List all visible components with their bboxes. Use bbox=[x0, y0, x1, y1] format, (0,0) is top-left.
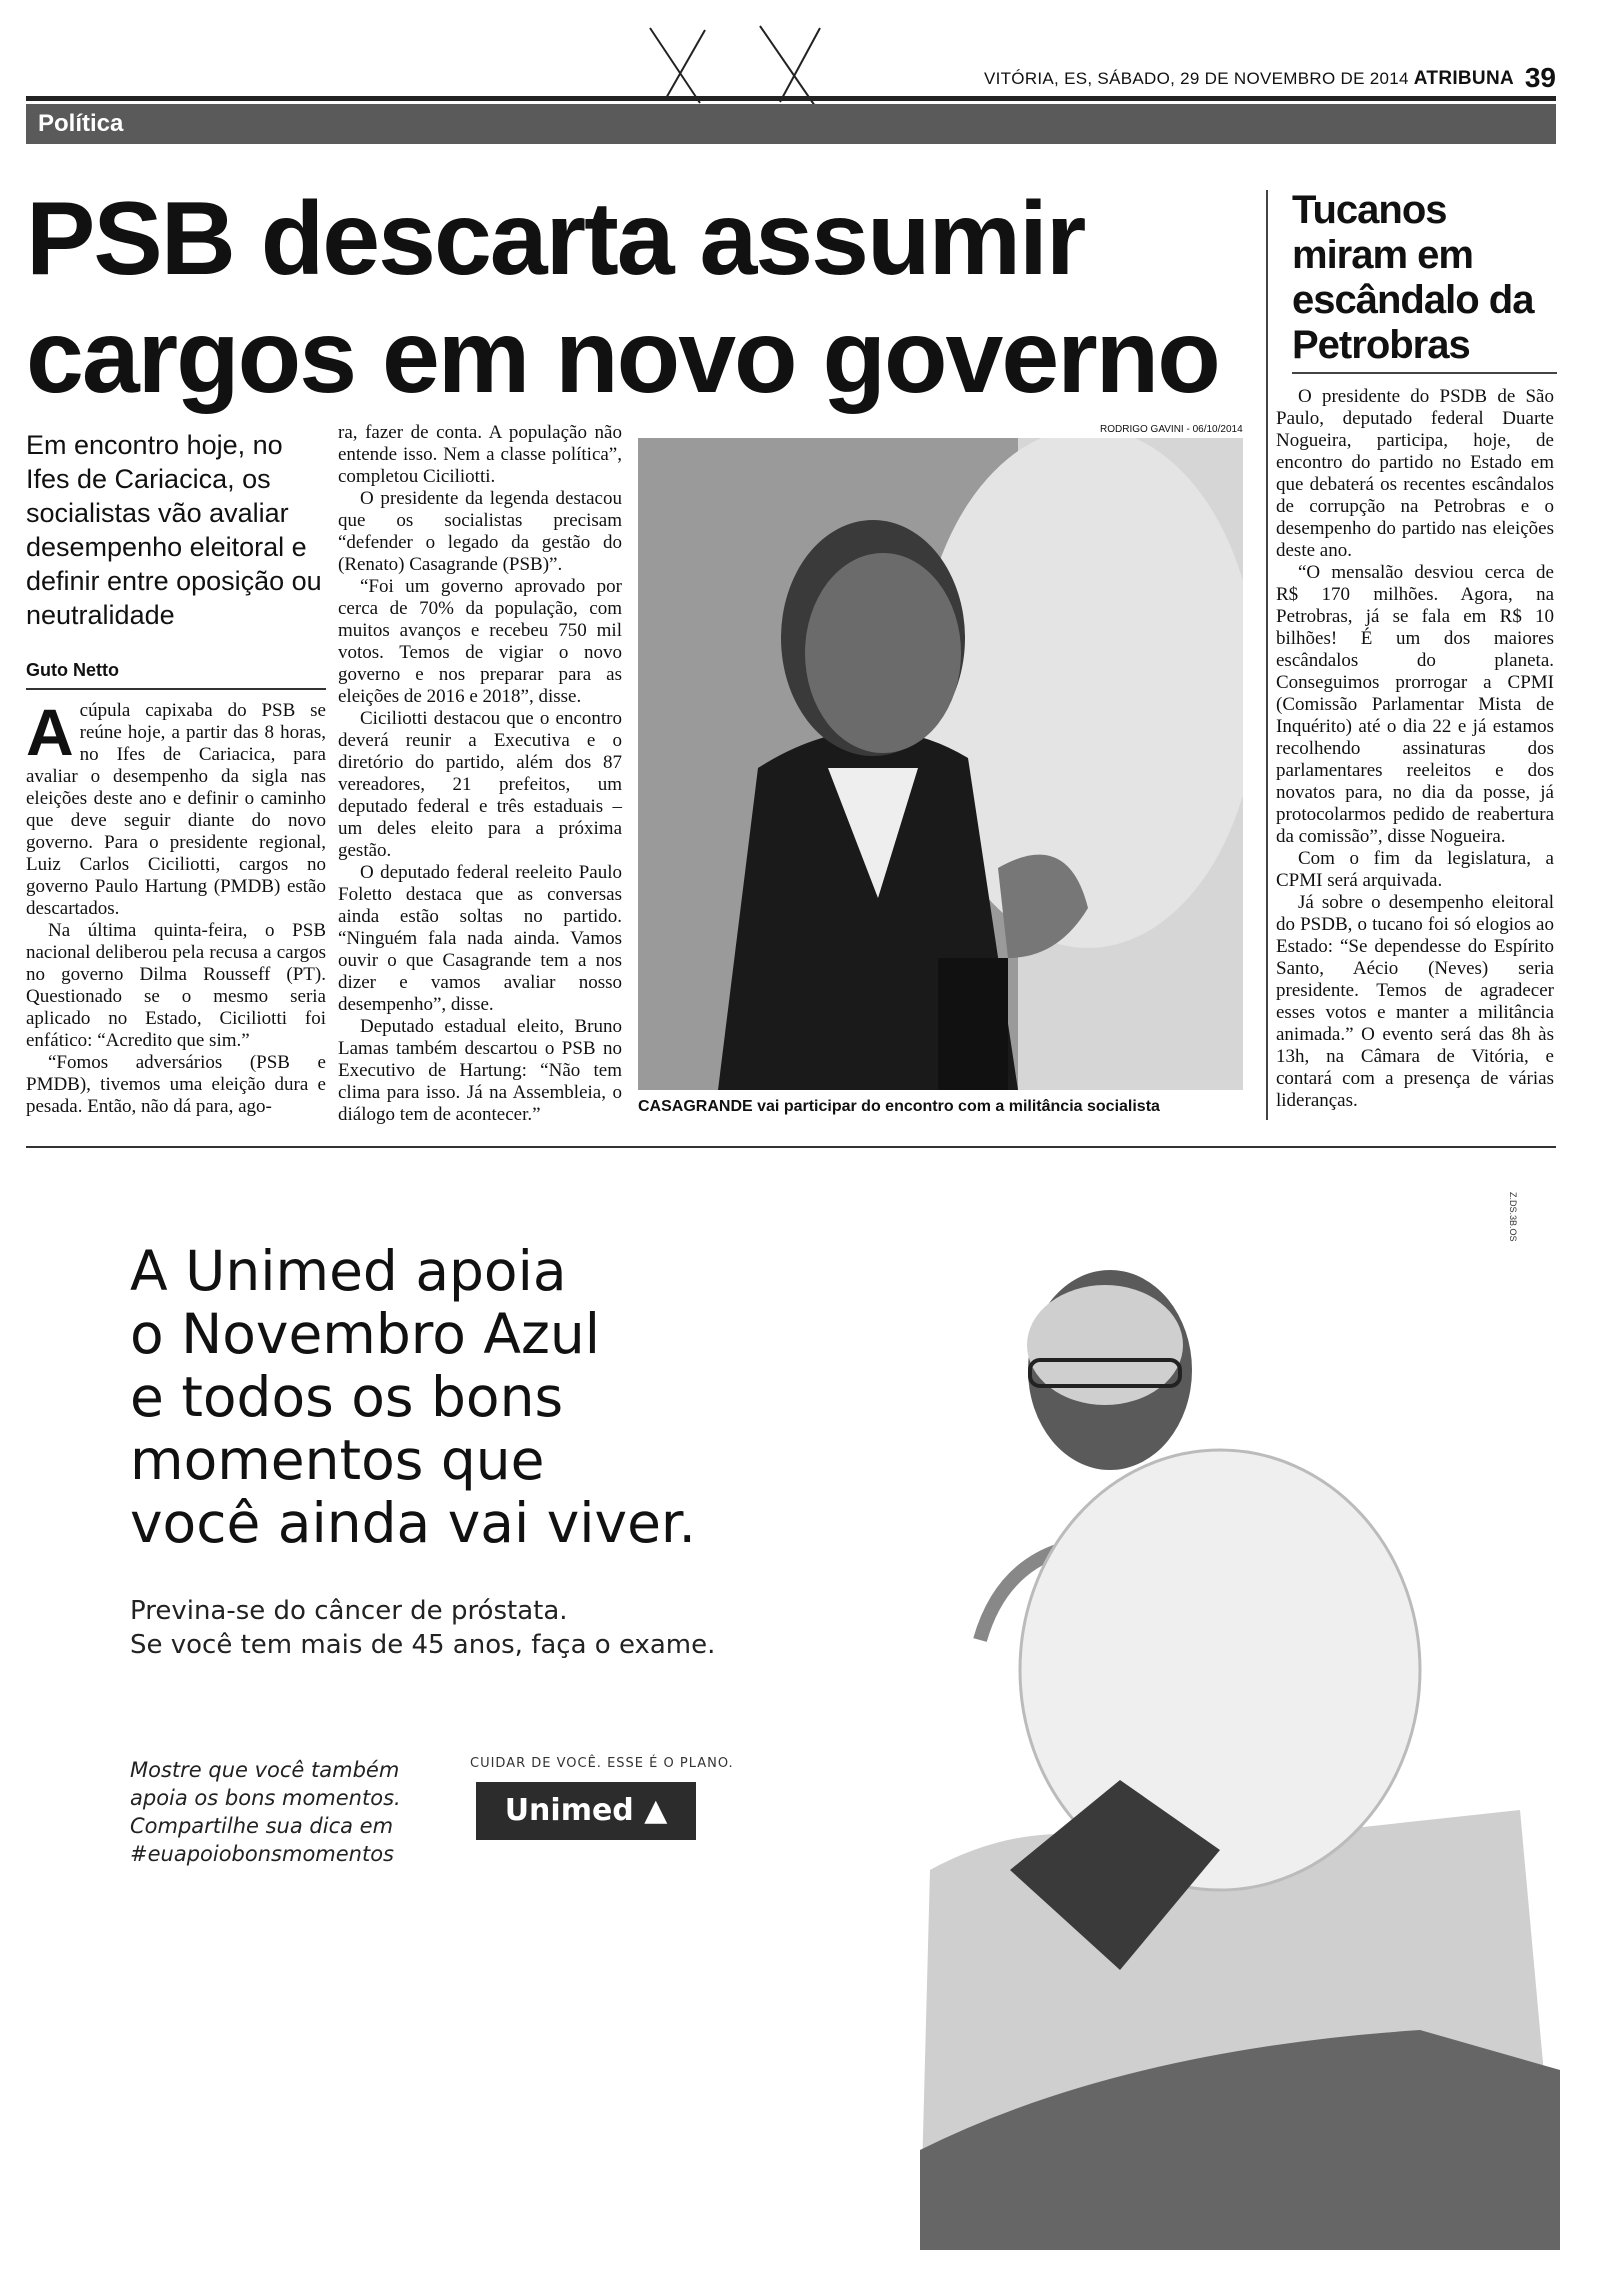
sidebar-text: O presidente do PSDB de São Paulo, deputado federal Duarte Nogueira, participa, hoje, de encontro do partido no Estado em que debaterá os recentes escândalos de corrupção na Petrobras e o desempenho do partido nas eleições deste ano. “O mensalão desviou cerca de R$ 170 milhões. Agora, na Petrobras, já se fala em R$ 10 bilhões! É um dos maiores escândalos do planeta. Conseguimos prorrogar a CPMI (Comissão Parlamentar Mista de Inquérito) até o dia 22 e já estamos recolhendo assinaturas dos parlamentares reeleitos e dos novatos para, no dia da posse, já protocolarmos pedido de reabertura da comissão”, disse Nogueira. Com o fim da legislatura, a CPMI será arquivada. Já sobre o desempenho eleitoral do PSDB, o tucano foi só elogios ao Estado: “Se dependesse do Espírito Santo, Aécio (Neves) seria presidente. Temos de agradecer esses votos e manter a militância animada.” O evento será das 8h às 13h, na Câmara de Vitória, e contará com a presença de várias lideranças. bbox=[1276, 386, 1554, 1111]
column-divider bbox=[1266, 190, 1268, 1120]
article-headline: PSB descarta assumir cargos em novo governo bbox=[26, 181, 1219, 415]
tree-icon: ▲ bbox=[644, 1793, 668, 1828]
ad-subheadline: Previna-se do câncer de próstata. Se você tem mais de 45 anos, faça o exame. bbox=[130, 1596, 716, 1660]
ad-code: Z.DS.3B.OS bbox=[1508, 1192, 1518, 1242]
header-rule bbox=[26, 96, 1556, 101]
ad-photo-man-with-tablet bbox=[920, 1250, 1560, 2250]
sidebar-headline: Tucanos miram em escândalo da Petrobras bbox=[1292, 188, 1534, 367]
article-bottom-rule bbox=[26, 1146, 1556, 1148]
drop-cap: A bbox=[26, 695, 74, 769]
photo-credit: RODRIGO GAVINI - 06/10/2014 bbox=[1100, 424, 1243, 435]
ad-headline: A Unimed apoia o Novembro Azul e todos os bons momentos que você ainda vai viver. bbox=[130, 1239, 696, 1555]
casagrande-photo bbox=[638, 438, 1243, 1090]
unimed-logo: Unimed ▲ bbox=[476, 1782, 696, 1840]
photo-caption: CASAGRANDE vai participar do encontro com a militância socialista bbox=[638, 1098, 1160, 1115]
byline-rule bbox=[26, 688, 326, 690]
man-portrait-illustration bbox=[638, 438, 1243, 1090]
handwritten-x-marks bbox=[640, 18, 870, 108]
article-deck: Em encontro hoje, no Ifes de Cariacica, os socialistas vão avaliar desempenho eleitoral e definir entre oposição ou neutralidade bbox=[26, 430, 322, 630]
section-label: Política bbox=[38, 110, 124, 137]
article-column-1: Acúpula capixaba do PSB se reúne hoje, a partir das 8 horas, no Ifes de Cariacica, para avaliar o desempenho da sigla nas eleições deste ano e definir o caminho que deve seguir diante do novo governo. Para o presidente regional, Luiz Carlos Ciciliotti, cargos no governo Paulo Hartung (PMDB) estão descartados. Na última quinta-feira, o PSB nacional deliberou pela recusa a cargos no governo Dilma Rousseff (PT). Questionado se o mesmo seria aplicado no Estado, Ciciliotti foi enfático: “Acredito que sim.” “Fomos adversários (PSB e PMDB), tivemos uma eleição dura e pesada. Então, não dá para, ago- bbox=[26, 695, 326, 1117]
page-number: 39 bbox=[1524, 62, 1556, 93]
article-column-2: ra, fazer de conta. A população não entende isso. Nem a classe política”, completou Ciciliotti. O presidente da legenda destacou que os socialistas precisam “defender o legado da gestão do (Renato) Casagrande (PSB)”. “Foi um governo aprovado por cerca de 70% da população, com muitos avanços e recebeu 750 mil votos. Temos de vigiar o novo governo e nos preparar para as eleições de 2016 e 2018”, disse. Ciciliotti destacou que o encontro deverá reunir a Executiva e o diretório do partido, além dos 87 vereadores, 21 prefeitos, um deputado federal e três estaduais – um deles eleito para a próxima gestão. O deputado federal reeleito Paulo Foletto destaca que as conversas ainda estão soltas no partido. “Ninguém fala nada ainda. Vamos ouvir o que Casagrande tem a nos dizer e vamos avaliar nosso desempenho”, disse. Deputado estadual eleito, Bruno Lamas também descartou o PSB no Executivo de Hartung: “Não tem clima para isso. Já na Assembleia, o diálogo tem de acontecer.” bbox=[338, 422, 622, 1125]
ad-man-illustration bbox=[920, 1250, 1560, 2250]
ad-slogan: CUIDAR DE VOCÊ. ESSE É O PLANO. bbox=[470, 1756, 734, 1771]
byline: Guto Netto bbox=[26, 660, 119, 680]
section-bar bbox=[26, 104, 1556, 144]
sidebar-rule bbox=[1292, 372, 1557, 374]
ad-call-to-action: Mostre que você também apoia os bons momentos. Compartilhe sua dica em #euapoiobonsmomentos bbox=[130, 1758, 401, 1866]
dateline: VITÓRIA, ES, SÁBADO, 29 DE NOVEMBRO DE 2014 ATRIBUNA bbox=[983, 68, 1514, 89]
